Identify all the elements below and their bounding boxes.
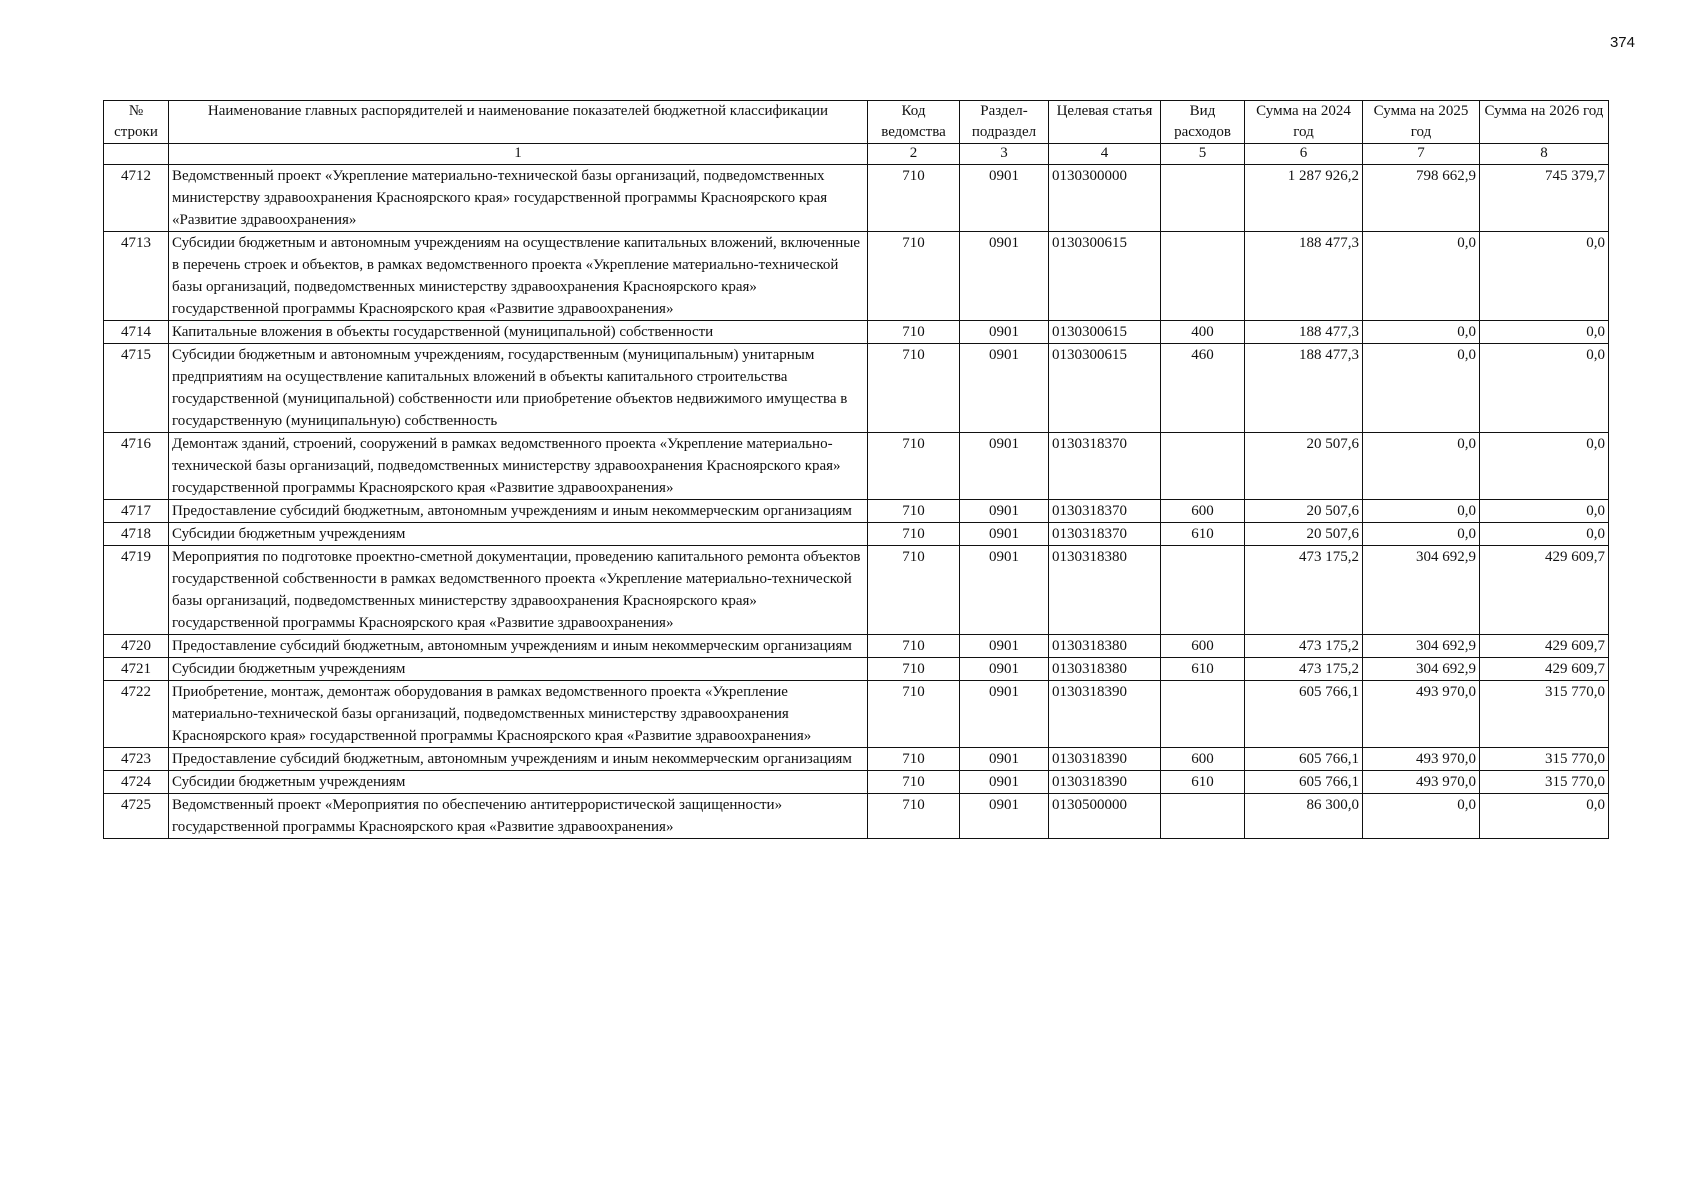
- section-cell: 0901: [960, 165, 1049, 232]
- sum-2025-cell: 0,0: [1363, 344, 1480, 433]
- sum-2024-cell: 188 477,3: [1245, 232, 1363, 321]
- department-code-cell: 710: [868, 748, 960, 771]
- section-cell: 0901: [960, 523, 1049, 546]
- header-row: [104, 101, 1609, 144]
- name-cell: Субсидии бюджетным учреждениям: [169, 523, 868, 546]
- column-number: 3: [960, 144, 1049, 165]
- sum-2025-cell: 0,0: [1363, 523, 1480, 546]
- target-article-cell: 0130300615: [1049, 344, 1161, 433]
- row-number-cell: 4714: [104, 321, 169, 344]
- row-number-cell: 4716: [104, 433, 169, 500]
- target-article-cell: 0130318390: [1049, 748, 1161, 771]
- sum-2026-cell: 0,0: [1480, 232, 1609, 321]
- sum-2025-cell: 0,0: [1363, 500, 1480, 523]
- sum-2026-cell: 0,0: [1480, 433, 1609, 500]
- target-article-cell: 0130500000: [1049, 794, 1161, 839]
- sum-2026-cell: 315 770,0: [1480, 681, 1609, 748]
- department-code-cell: 710: [868, 658, 960, 681]
- section-cell: 0901: [960, 635, 1049, 658]
- expense-type-cell: 600: [1161, 635, 1245, 658]
- sum-2026-cell: 0,0: [1480, 794, 1609, 839]
- target-article-cell: 0130300000: [1049, 165, 1161, 232]
- target-article-cell: 0130318370: [1049, 523, 1161, 546]
- section-cell: 0901: [960, 344, 1049, 433]
- sum-2024-cell: 20 507,6: [1245, 433, 1363, 500]
- sum-2025-cell: 304 692,9: [1363, 635, 1480, 658]
- sum-2024-cell: 20 507,6: [1245, 500, 1363, 523]
- page-number: 374: [1609, 34, 1635, 51]
- target-article-cell: 0130318370: [1049, 433, 1161, 500]
- expense-type-cell: 610: [1161, 771, 1245, 794]
- sum-2026-cell: 315 770,0: [1480, 771, 1609, 794]
- name-cell: Субсидии бюджетным и автономным учреждениям, государственным (муниципальным) унитарным предприятиям на осуществление капитальных вложений в объекты капитального строительства государственной (муниципальной) собственности или приобретение объектов недвижимого имущества в государственную (муниципальную) собственность: [169, 344, 868, 433]
- department-code-cell: 710: [868, 794, 960, 839]
- sum-2024-cell: 605 766,1: [1245, 771, 1363, 794]
- table-row: [104, 681, 1609, 748]
- column-number: 4: [1049, 144, 1161, 165]
- column-number: 7: [1363, 144, 1480, 165]
- target-article-cell: 0130318390: [1049, 681, 1161, 748]
- section-cell: 0901: [960, 546, 1049, 635]
- header-row-number: № строки: [104, 101, 169, 144]
- sum-2024-cell: 473 175,2: [1245, 635, 1363, 658]
- table-row: [104, 523, 1609, 546]
- header-name: Наименование главных распорядителей и наименование показателей бюджетной классификации: [169, 101, 868, 144]
- expense-type-cell: [1161, 681, 1245, 748]
- name-cell: Субсидии бюджетным учреждениям: [169, 658, 868, 681]
- expense-type-cell: 600: [1161, 500, 1245, 523]
- sum-2026-cell: 429 609,7: [1480, 658, 1609, 681]
- sum-2025-cell: 493 970,0: [1363, 681, 1480, 748]
- sum-2024-cell: 605 766,1: [1245, 748, 1363, 771]
- table-row: [104, 635, 1609, 658]
- table-row: [104, 344, 1609, 433]
- name-cell: Демонтаж зданий, строений, сооружений в рамках ведомственного проекта «Укрепление материально-технической базы организаций, подведомственных министерству здравоохранения Красноярского края» государственной программы Красноярского края «Развитие здравоохранения»: [169, 433, 868, 500]
- row-number-cell: 4717: [104, 500, 169, 523]
- target-article-cell: 0130318370: [1049, 500, 1161, 523]
- table-row: [104, 321, 1609, 344]
- sum-2025-cell: 0,0: [1363, 794, 1480, 839]
- section-cell: 0901: [960, 681, 1049, 748]
- expense-type-cell: 610: [1161, 523, 1245, 546]
- column-number-row: [104, 144, 1609, 165]
- table-row: [104, 748, 1609, 771]
- target-article-cell: 0130300615: [1049, 321, 1161, 344]
- expense-type-cell: [1161, 794, 1245, 839]
- column-number: 1: [169, 144, 868, 165]
- sum-2025-cell: 0,0: [1363, 433, 1480, 500]
- header-sum-2026: Сумма на 2026 год: [1480, 101, 1609, 144]
- sum-2026-cell: 0,0: [1480, 321, 1609, 344]
- sum-2026-cell: 0,0: [1480, 344, 1609, 433]
- sum-2024-cell: 1 287 926,2: [1245, 165, 1363, 232]
- expense-type-cell: 400: [1161, 321, 1245, 344]
- header-sum-2024: Сумма на 2024 год: [1245, 101, 1363, 144]
- sum-2024-cell: 188 477,3: [1245, 344, 1363, 433]
- sum-2025-cell: 798 662,9: [1363, 165, 1480, 232]
- department-code-cell: 710: [868, 232, 960, 321]
- name-cell: Предоставление субсидий бюджетным, автономным учреждениям и иным некоммерческим организациям: [169, 500, 868, 523]
- sum-2025-cell: 0,0: [1363, 232, 1480, 321]
- table-row: [104, 794, 1609, 839]
- sum-2025-cell: 0,0: [1363, 321, 1480, 344]
- department-code-cell: 710: [868, 321, 960, 344]
- expense-type-cell: [1161, 232, 1245, 321]
- department-code-cell: 710: [868, 344, 960, 433]
- sum-2026-cell: 429 609,7: [1480, 635, 1609, 658]
- expense-type-cell: [1161, 433, 1245, 500]
- row-number-cell: 4722: [104, 681, 169, 748]
- department-code-cell: 710: [868, 681, 960, 748]
- row-number-cell: 4715: [104, 344, 169, 433]
- target-article-cell: 0130318380: [1049, 635, 1161, 658]
- name-cell: Субсидии бюджетным учреждениям: [169, 771, 868, 794]
- section-cell: 0901: [960, 771, 1049, 794]
- department-code-cell: 710: [868, 771, 960, 794]
- name-cell: Ведомственный проект «Укрепление материально-технической базы организаций, подведомственных министерству здравоохранения Красноярского края» государственной программы Красноярского края «Развитие здравоохранения»: [169, 165, 868, 232]
- department-code-cell: 710: [868, 165, 960, 232]
- section-cell: 0901: [960, 433, 1049, 500]
- section-cell: 0901: [960, 794, 1049, 839]
- table-row: [104, 771, 1609, 794]
- row-number-cell: 4718: [104, 523, 169, 546]
- sum-2026-cell: 745 379,7: [1480, 165, 1609, 232]
- section-cell: 0901: [960, 232, 1049, 321]
- target-article-cell: 0130300615: [1049, 232, 1161, 321]
- header-section: Раздел-подраздел: [960, 101, 1049, 144]
- sum-2026-cell: 429 609,7: [1480, 546, 1609, 635]
- table-row: [104, 433, 1609, 500]
- name-cell: Капитальные вложения в объекты государственной (муниципальной) собственности: [169, 321, 868, 344]
- expense-type-cell: 610: [1161, 658, 1245, 681]
- column-number-empty: [104, 144, 169, 165]
- row-number-cell: 4713: [104, 232, 169, 321]
- header-target-article: Целевая статья: [1049, 101, 1161, 144]
- sum-2025-cell: 304 692,9: [1363, 658, 1480, 681]
- expense-type-cell: 600: [1161, 748, 1245, 771]
- column-number: 2: [868, 144, 960, 165]
- row-number-cell: 4712: [104, 165, 169, 232]
- sum-2025-cell: 304 692,9: [1363, 546, 1480, 635]
- sum-2026-cell: 0,0: [1480, 500, 1609, 523]
- name-cell: Ведомственный проект «Мероприятия по обеспечению антитеррористической защищенности» государственной программы Красноярского края «Развитие здравоохранения»: [169, 794, 868, 839]
- row-number-cell: 4719: [104, 546, 169, 635]
- department-code-cell: 710: [868, 546, 960, 635]
- row-number-cell: 4724: [104, 771, 169, 794]
- table-row: [104, 165, 1609, 232]
- header-department-code: Код ведомства: [868, 101, 960, 144]
- sum-2024-cell: 473 175,2: [1245, 546, 1363, 635]
- table-body: [104, 165, 1609, 839]
- column-number: 6: [1245, 144, 1363, 165]
- table-row: [104, 232, 1609, 321]
- table-row: [104, 546, 1609, 635]
- target-article-cell: 0130318380: [1049, 658, 1161, 681]
- sum-2025-cell: 493 970,0: [1363, 748, 1480, 771]
- column-number: 8: [1480, 144, 1609, 165]
- sum-2026-cell: 315 770,0: [1480, 748, 1609, 771]
- section-cell: 0901: [960, 500, 1049, 523]
- header-sum-2025: Сумма на 2025 год: [1363, 101, 1480, 144]
- sum-2024-cell: 473 175,2: [1245, 658, 1363, 681]
- name-cell: Предоставление субсидий бюджетным, автономным учреждениям и иным некоммерческим организациям: [169, 635, 868, 658]
- department-code-cell: 710: [868, 433, 960, 500]
- target-article-cell: 0130318390: [1049, 771, 1161, 794]
- table-row: [104, 658, 1609, 681]
- expense-type-cell: [1161, 546, 1245, 635]
- department-code-cell: 710: [868, 635, 960, 658]
- section-cell: 0901: [960, 748, 1049, 771]
- expense-type-cell: 460: [1161, 344, 1245, 433]
- sum-2024-cell: 20 507,6: [1245, 523, 1363, 546]
- department-code-cell: 710: [868, 500, 960, 523]
- name-cell: Субсидии бюджетным и автономным учреждениям на осуществление капитальных вложений, включенные в перечень строек и объектов, в рамках ведомственного проекта «Укрепление материально-технической базы организаций, подведомственных министерству здравоохранения Красноярского края» государственной программы Красноярского края «Развитие здравоохранения»: [169, 232, 868, 321]
- column-number: 5: [1161, 144, 1245, 165]
- row-number-cell: 4721: [104, 658, 169, 681]
- section-cell: 0901: [960, 658, 1049, 681]
- sum-2024-cell: 86 300,0: [1245, 794, 1363, 839]
- sum-2026-cell: 0,0: [1480, 523, 1609, 546]
- section-cell: 0901: [960, 321, 1049, 344]
- name-cell: Мероприятия по подготовке проектно-сметной документации, проведению капитального ремонта объектов государственной собственности в рамках ведомственного проекта «Укрепление материально-технической базы организаций, подведомственных министерству здравоохранения Красноярского края» государственной программы Красноярского края «Развитие здравоохранения»: [169, 546, 868, 635]
- row-number-cell: 4720: [104, 635, 169, 658]
- name-cell: Приобретение, монтаж, демонтаж оборудования в рамках ведомственного проекта «Укрепление материально-технической базы организаций, подведомственных министерству здравоохранения Красноярского края» государственной программы Красноярского края «Развитие здравоохранения»: [169, 681, 868, 748]
- budget-table: [103, 100, 1609, 839]
- table-row: [104, 500, 1609, 523]
- sum-2025-cell: 493 970,0: [1363, 771, 1480, 794]
- expense-type-cell: [1161, 165, 1245, 232]
- name-cell: Предоставление субсидий бюджетным, автономным учреждениям и иным некоммерческим организациям: [169, 748, 868, 771]
- department-code-cell: 710: [868, 523, 960, 546]
- row-number-cell: 4725: [104, 794, 169, 839]
- sum-2024-cell: 188 477,3: [1245, 321, 1363, 344]
- header-expense-type: Вид расходов: [1161, 101, 1245, 144]
- row-number-cell: 4723: [104, 748, 169, 771]
- sum-2024-cell: 605 766,1: [1245, 681, 1363, 748]
- target-article-cell: 0130318380: [1049, 546, 1161, 635]
